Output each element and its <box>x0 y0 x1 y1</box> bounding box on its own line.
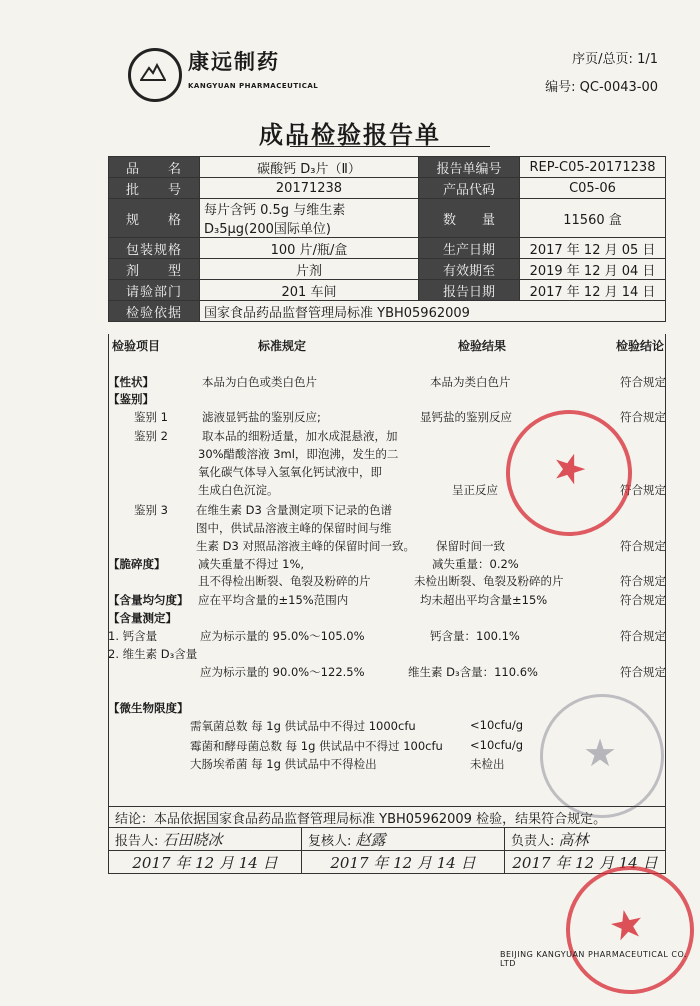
test-basis: 国家食品药品监督管理局标准 YBH05962009 <box>200 301 666 322</box>
col-standard: 标准规定 <box>258 339 307 353</box>
friability-result-2: 未检出断裂、龟裂及粉碎的片 <box>414 574 564 588</box>
manager-label: 负责人: <box>511 833 555 849</box>
id1-result: 显钙盐的鉴别反应 <box>420 410 512 424</box>
traits-standard: 本品为白色或类白色片 <box>202 375 317 389</box>
label-spec: 规 格 <box>109 199 200 238</box>
col-result: 检验结果 <box>458 339 507 353</box>
id3-name: 鉴别 3 <box>134 503 168 517</box>
id2-standard-2: 30%醋酸溶液 3ml，即泡沸，发生的二 <box>198 447 399 461</box>
id2-standard-3: 氧化碳气体导入氢氧化钙试液中，即 <box>198 465 382 479</box>
micro2-result: <10cfu/g <box>470 738 524 752</box>
section-microbial: 【微生物限度】 <box>108 701 189 715</box>
reviewer-date: 2017 年 12 月 14 日 <box>302 851 505 874</box>
ca-conclusion: 符合规定 <box>620 629 666 643</box>
micro1-standard: 需氧菌总数 每 1g 供试品中不得过 1000cfu <box>190 719 416 733</box>
reporter-signature: 石田晓冰 <box>162 830 223 849</box>
ca-result: 钙含量：100.1% <box>430 629 520 643</box>
traits-conclusion: 符合规定 <box>620 375 666 389</box>
company-name: 康远制药 <box>188 50 280 74</box>
product-code: C05-06 <box>520 178 666 199</box>
id2-standard-4: 生成白色沉淀。 <box>198 483 279 497</box>
label-product-name: 品 名 <box>109 157 200 178</box>
micro3-standard: 大肠埃希菌 每 1g 供试品中不得检出 <box>190 757 377 771</box>
section-assay: 【含量测定】 <box>108 611 177 625</box>
bottom-qa-stamp <box>554 854 700 1006</box>
friability-result-1: 减失重量：0.2% <box>432 557 519 571</box>
label-dept: 请验部门 <box>109 280 200 301</box>
label-basis: 检验依据 <box>109 301 200 322</box>
reporter-date: 2017 年 12 月 14 日 <box>109 851 302 874</box>
title-underline <box>290 146 490 147</box>
id3-result: 保留时间一致 <box>436 539 505 553</box>
label-batch: 批 号 <box>109 178 200 199</box>
report-title: 成品检验报告单 <box>259 121 441 149</box>
footer-company-en: BEIJING KANGYUAN PHARMACEUTICAL CO. LTD <box>500 950 687 968</box>
friability-conclusion: 符合规定 <box>620 574 666 588</box>
qc-inspection-stamp <box>540 694 664 818</box>
vd-conclusion: 符合规定 <box>620 665 666 679</box>
label-package: 包装规格 <box>109 238 200 259</box>
reviewer-signature: 赵露 <box>355 830 386 849</box>
micro1-result: <10cfu/g <box>470 718 524 732</box>
label-quantity: 数 量 <box>419 199 520 238</box>
id3-standard-2: 图中，供试品溶液主峰的保留时间与维 <box>196 521 392 535</box>
ca-name: 1. 钙含量 <box>108 629 158 643</box>
section-identification: 【鉴别】 <box>108 392 154 406</box>
micro3-result: 未检出 <box>470 757 505 771</box>
id2-name: 鉴别 2 <box>134 429 168 443</box>
report-no: REP-C05-20171238 <box>520 157 666 178</box>
stamp-star-icon: ★ <box>583 731 618 775</box>
id1-name: 鉴别 1 <box>134 410 168 424</box>
id3-conclusion: 符合规定 <box>620 539 666 553</box>
vd-name: 2. 维生素 D₃含量 <box>108 647 198 661</box>
expiry-date: 2019 年 12 月 04 日 <box>520 259 666 280</box>
traits-result: 本品为类白色片 <box>430 375 511 389</box>
label-report-date: 报告日期 <box>419 280 520 301</box>
stamp-star-icon: ★ <box>604 899 650 952</box>
section-friability: 【脆碎度】 <box>108 557 166 571</box>
section-traits: 【性状】 <box>108 375 154 389</box>
uniformity-standard: 应在平均含量的±15%范围内 <box>198 593 349 607</box>
package: 100 片/瓶/盒 <box>200 238 419 259</box>
friability-standard-2: 且不得检出断裂、龟裂及粉碎的片 <box>198 574 371 588</box>
signature-table <box>108 806 666 874</box>
id1-conclusion: 符合规定 <box>620 410 666 424</box>
page-info: 序页/总页: 1/1 <box>572 52 658 67</box>
conclusion: 结论：本品依据国家食品药品监督管理局标准 YBH05962009 检验，结果符合规定。 <box>109 807 666 828</box>
manager-date: 2017 年 12 月 14 日 <box>505 851 666 874</box>
id2-standard-1: 取本品的细粉适量，加水成混悬液，加 <box>202 429 398 443</box>
id3-standard-3: 生素 D3 对照品溶液主峰的保留时间一致。 <box>196 539 415 553</box>
dosage-form: 片剂 <box>200 259 419 280</box>
uniformity-result: 均未超出平均含量±15% <box>420 593 548 607</box>
stamp-star-icon: ★ <box>545 441 594 497</box>
micro2-standard: 霉菌和酵母菌总数 每 1g 供试品中不得过 100cfu <box>190 739 443 753</box>
section-uniformity: 【含量均匀度】 <box>108 593 189 607</box>
label-mfg-date: 生产日期 <box>419 238 520 259</box>
id3-standard-1: 在维生素 D3 含量测定项下记录的色谱 <box>196 503 392 517</box>
id1-standard: 滤液显钙盐的鉴别反应; <box>202 410 321 424</box>
label-report-no: 报告单编号 <box>419 157 520 178</box>
batch-no: 20171238 <box>200 178 419 199</box>
reporter-label: 报告人: <box>115 833 159 849</box>
vd-result: 维生素 D₃含量：110.6% <box>408 665 538 679</box>
col-item: 检验项目 <box>112 339 161 353</box>
logo-mountain-icon <box>140 62 166 82</box>
id2-result: 呈正反应 <box>452 483 498 497</box>
col-conclusion: 检验结论 <box>616 339 665 353</box>
manager-signature: 高林 <box>558 830 589 849</box>
mfg-date: 2017 年 12 月 05 日 <box>520 238 666 259</box>
department: 201 车间 <box>200 280 419 301</box>
label-expiry: 有效期至 <box>419 259 520 280</box>
uniformity-conclusion: 符合规定 <box>620 593 666 607</box>
ca-standard: 应为标示量的 95.0%～105.0% <box>200 629 365 643</box>
label-form: 剂 型 <box>109 259 200 280</box>
product-info-table <box>108 156 666 322</box>
reviewer-label: 复核人: <box>308 833 352 849</box>
friability-standard-1: 减失重量不得过 1%, <box>198 557 305 571</box>
spec: 每片含钙 0.5g 与维生素 D₃5μg(200国际单位) <box>200 199 419 238</box>
company-name-en: KANGYUAN PHARMACEUTICAL <box>188 82 319 90</box>
product-name: 碳酸钙 D₃片（Ⅱ） <box>200 157 419 178</box>
report-date: 2017 年 12 月 14 日 <box>520 280 666 301</box>
id2-conclusion: 符合规定 <box>620 483 666 497</box>
document-number: 编号: QC-0043-00 <box>545 80 658 95</box>
vd-standard: 应为标示量的 90.0%～122.5% <box>200 665 365 679</box>
quantity: 11560 盒 <box>520 199 666 238</box>
label-product-code: 产品代码 <box>419 178 520 199</box>
